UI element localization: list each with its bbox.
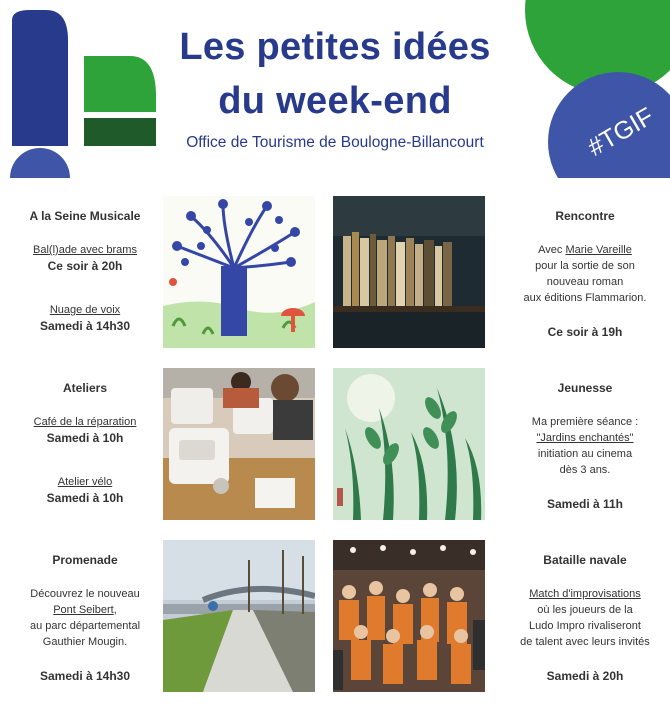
sewing-workshop-photo [163,368,315,520]
event-time: Ce soir à 20h [47,259,123,273]
event-block-rencontre [500,208,670,340]
description-line: Ma première séance : [531,416,639,428]
title-line-1: Les petites idées [179,26,491,68]
event-block-promenade [0,552,170,684]
illustration-tree-image [163,196,315,348]
event-link-nuage-de-voix[interactable]: Nuage de voix [49,304,121,316]
bookshelf-photo [333,196,485,348]
description-line: où les joueurs de la [537,604,633,616]
event-time: Samedi à 20h [546,669,624,683]
description-line: dès 3 ans. [559,464,611,476]
section-heading: Rencontre [555,209,615,223]
improv-crowd-photo [333,540,485,692]
event-time: Samedi à 10h [46,491,124,505]
section-heading: Promenade [52,553,118,567]
event-time: Samedi à 11h [546,497,624,511]
event-time: Samedi à 14h30 [39,319,131,333]
event-block-ateliers [0,380,170,506]
event-link-match-improvisations[interactable]: Match d'improvisations [529,588,641,600]
event-link-ballade[interactable]: Bal(l)ade avec brams [33,244,137,256]
header-decoration [0,0,670,178]
section-heading: A la Seine Musicale [29,209,141,223]
event-link-cafe-reparation[interactable]: Café de la réparation [33,416,137,428]
description-line: aux éditions Flammarion. [523,292,647,304]
text-prefix: Avec [538,244,566,256]
description-line: de talent avec leurs invités [520,636,650,648]
description-line: Découvrez le nouveau [30,588,140,600]
title-line-2: du week-end [218,80,452,122]
event-time: Samedi à 14h30 [39,669,131,683]
section-heading: Bataille navale [543,553,627,567]
event-link-pont-seibert[interactable]: Pont Seibert [53,604,114,616]
event-time: Ce soir à 19h [547,325,623,339]
event-time: Samedi à 10h [46,431,124,445]
hashtag-badge: #TGIF [583,102,659,162]
section-heading: Ateliers [62,381,108,395]
event-link-marie-vareille[interactable]: Marie Vareille [565,244,632,256]
section-heading: Jeunesse [557,381,613,395]
park-walkway-photo [163,540,315,692]
enchanted-gardens-illustration [333,368,485,520]
description-line: Ludo Impro rivaliseront [529,620,641,632]
description-line: initiation au cinema [537,448,633,460]
description-line: nouveau roman [546,276,624,288]
description-line: pour la sortie de son [535,260,635,272]
event-block-jeunesse [500,380,670,512]
event-link-atelier-velo[interactable]: Atelier vélo [57,476,113,488]
event-block-seine-musicale [0,208,170,334]
newsletter-header [0,0,670,178]
description-line: au parc départemental [29,620,141,632]
description-line: Gauthier Mougin. [42,636,128,648]
header-subtitle: Office de Tourisme de Boulogne-Billancourt [186,134,484,151]
event-block-bataille-navale [500,552,670,684]
text-suffix: , [113,604,117,616]
event-link-jardins-enchantes[interactable]: "Jardins enchantés" [536,432,634,444]
